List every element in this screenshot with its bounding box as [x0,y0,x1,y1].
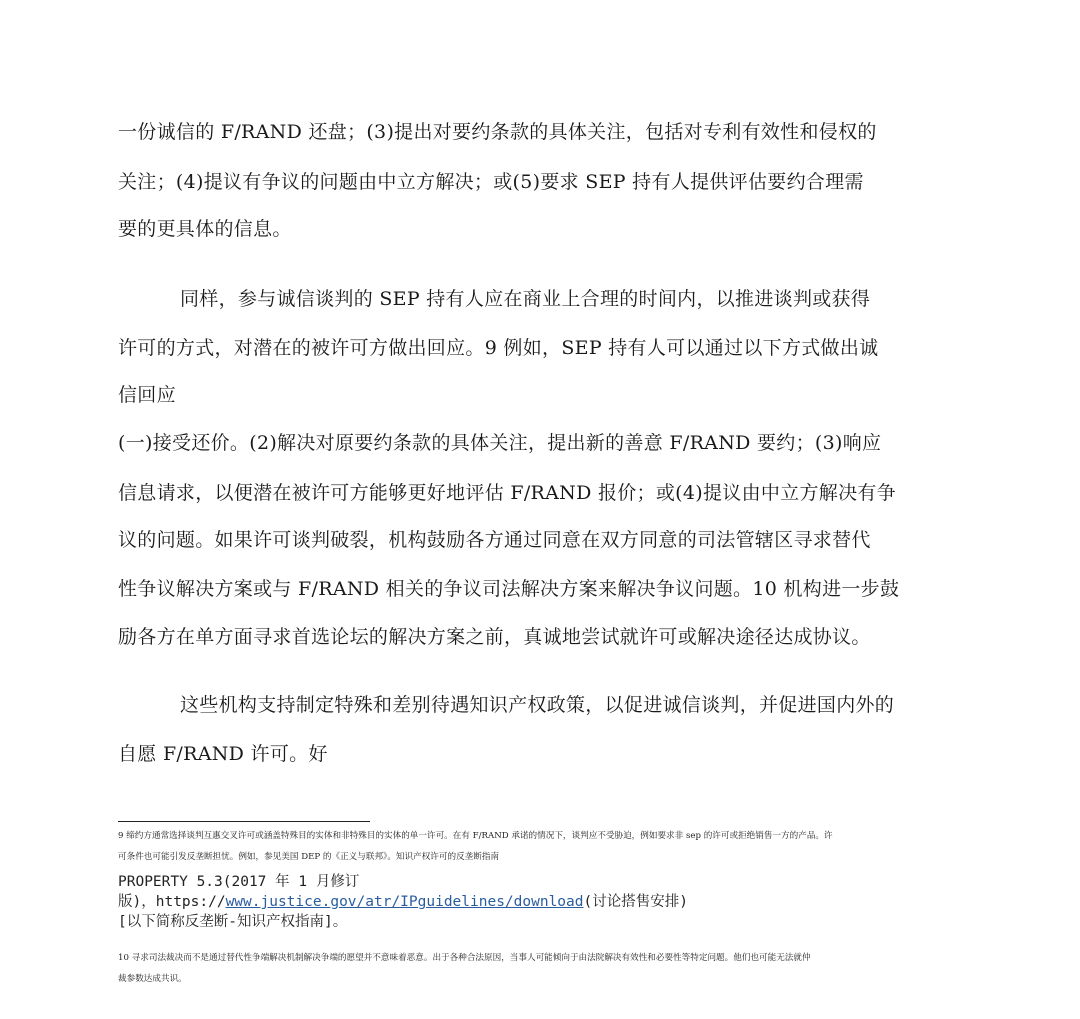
footnote-9-line: 9 缔约方通常选择谈判互惠交叉许可或涵盖特殊目的实体和非特殊目的实体的单一许可。在有 F/RAND 承诺的情况下，谈判应不受胁迫，例如要求非 sep 的许可或拒绝销售一方的产品。许 [118,831,833,841]
footnote-separator [118,821,370,822]
body-line: 信息请求，以便潜在被许可方能够更好地评估 F/RAND 报价；或(4)提议由中立方解决有争 [118,482,896,504]
footnote-9-line: 可条件也可能引发反垄断担忧。例如，参见美国 DEP 的《正义与联邦》。知识产权许可的反垄断指南 [118,852,500,862]
body-line: 这些机构支持制定特殊和差别待遇知识产权政策，以促进诚信谈判，并促进国内外的 [180,694,895,716]
footnote-9-shortname: [以下简称反垄断-知识产权指南]。 [118,914,348,930]
body-line: 性争议解决方案或与 F/RAND 相关的争议司法解决方案来解决争议问题。10 机构进一步鼓 [118,578,900,600]
body-line: 许可的方式，对潜在的被许可方做出回应。9 例如，SEP 持有人可以通过以下方式做出诚 [118,337,879,359]
body-line: 励各方在单方面寻求首选论坛的解决方案之前，真诚地尝试就许可或解决途径达成协议。 [118,626,871,648]
body-line: 一份诚信的 F/RAND 还盘；(3)提出对要约条款的具体关注，包括对专利有效性和侵权的 [118,121,877,143]
footnote-9-link[interactable]: www.justice.gov/atr/IPguidelines/download [225,894,584,910]
footnote-9-citation: PROPERTY 5.3(2017 年 1 月修订 [118,874,360,890]
body-line: (一)接受还价。(2)解决对原要约条款的具体关注，提出新的善意 F/RAND 要约；(3)响应 [118,432,882,454]
body-line: 要的更具体的信息。 [118,218,292,240]
body-line: 同样，参与诚信谈判的 SEP 持有人应在商业上合理的时间内，以推进谈判或获得 [180,288,871,310]
footnote-9-url-prefix: 版)，https:// [118,894,226,910]
body-line: 关注；(4)提议有争议的问题由中立方解决；或(5)要求 SEP 持有人提供评估要约合理需 [118,171,864,193]
body-line: 议的问题。如果许可谈判破裂，机构鼓励各方通过同意在双方同意的司法管辖区寻求替代 [118,529,871,551]
body-line: 信回应 [118,384,176,406]
footnote-9-url-suffix: (讨论搭售安排) [583,894,688,910]
body-line: 自愿 F/RAND 许可。好 [118,743,328,765]
footnote-9-url-line [118,892,688,912]
footnote-10-line: 裁参数达成共识。 [118,974,187,984]
footnote-10-line: 10 寻求司法裁决而不是通过替代性争端解决机制解决争端的愿望并不意味着恶意。出于各种合法原因，当事人可能倾向于由法院解决有效性和必要性等特定问题。他们也可能无法就仲 [118,953,811,963]
